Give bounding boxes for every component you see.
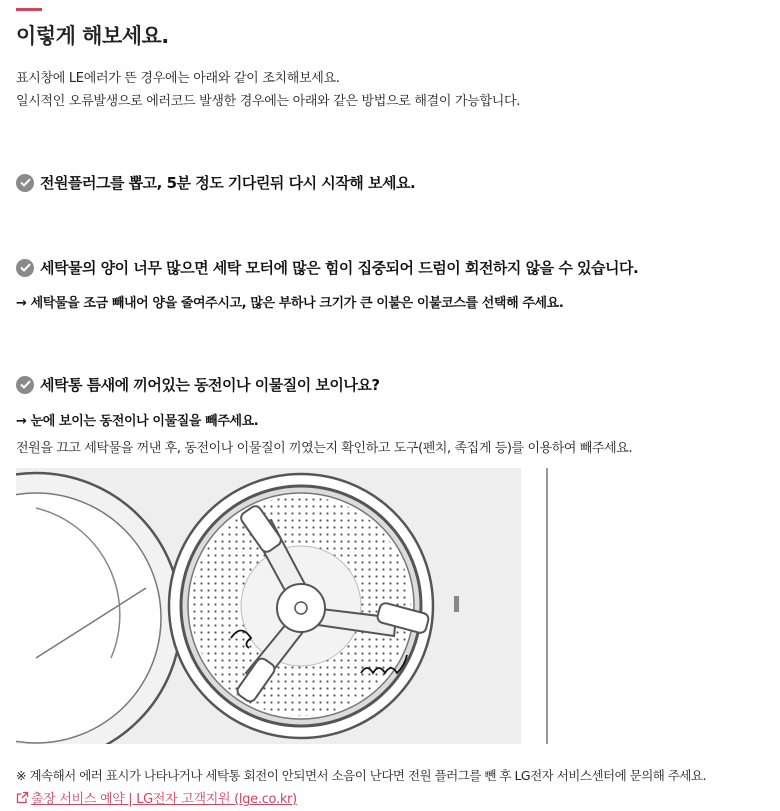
- washer-drum-illustration: [16, 468, 548, 744]
- solution-detail-3: 전원을 끄고 세탁물을 꺼낸 후, 동전이나 이물질이 끼였는지 확인하고 도구(펜치, 족집게 등)를 이용하여 빼주세요.: [16, 441, 633, 456]
- solution-note-3: → 눈에 보이는 동전이나 이물질을 빼주세요.: [16, 414, 259, 429]
- solution-item-3: [16, 374, 380, 395]
- intro-line-1: 표시창에 LE에러가 뜬 경우에는 아래와 같이 조치해보세요.: [16, 71, 340, 86]
- title-accent-bar: [16, 8, 42, 11]
- check-circle-icon: [16, 376, 34, 394]
- service-booking-link[interactable]: [16, 788, 297, 807]
- solution-item-2: [16, 257, 638, 278]
- intro-text: [16, 67, 520, 113]
- solution-heading-2: 세탁물의 양이 너무 많으면 세탁 모터에 많은 힘이 집중되어 드럼이 회전하지 않을 수 있습니다.: [40, 259, 639, 277]
- service-notice: ※ 계속해서 에러 표시가 나타나거나 세탁통 회전이 안되면서 소음이 난다면 전원 플러그를 뺀 후 LG전자 서비스센터에 문의해 주세요.: [16, 768, 707, 783]
- intro-line-2: 일시적인 오류발생으로 에러코드 발생한 경우에는 아래와 같은 방법으로 해결이 가능합니다.: [16, 94, 521, 109]
- solution-note-2: → 세탁물을 조금 빼내어 양을 줄여주시고, 많은 부하나 크기가 큰 이불은 이불코스를 선택해 주세요.: [16, 296, 564, 311]
- service-booking-link-text: 출장 서비스 예약 | LG전자 고객지원 (lge.co.kr): [31, 792, 297, 807]
- check-circle-icon: [16, 174, 34, 192]
- solution-heading-1: 전원플러그를 뽑고, 5분 정도 기다린뒤 다시 시작해 보세요.: [40, 174, 416, 192]
- check-circle-icon: [16, 259, 34, 277]
- solution-item-1: [16, 172, 415, 193]
- solution-heading-3: 세탁통 틈새에 끼어있는 동전이나 이물질이 보이나요?: [40, 376, 380, 394]
- page-title: 이렇게 해보세요.: [16, 24, 169, 48]
- external-link-icon: [16, 791, 29, 804]
